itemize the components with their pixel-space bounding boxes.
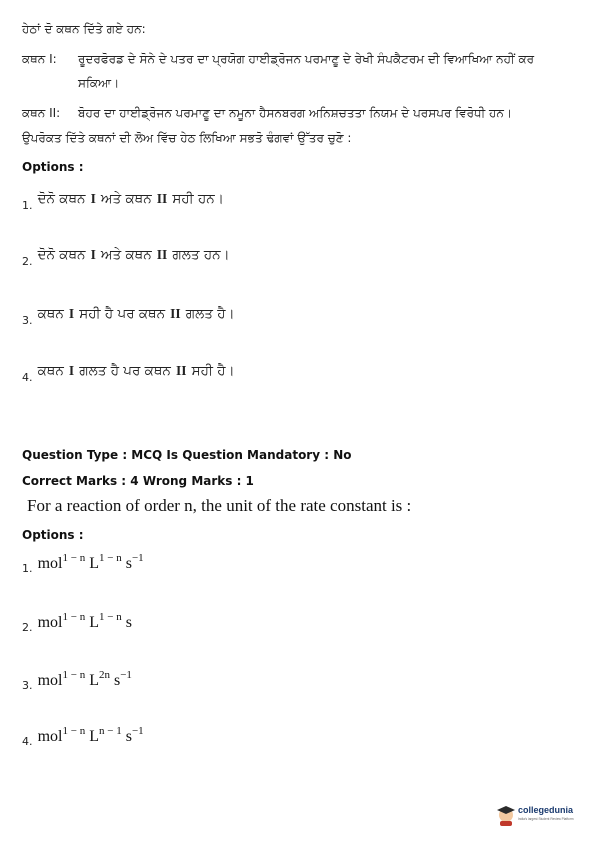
option-text-mid: ਅਤੇ ਕਥਨ xyxy=(100,247,152,263)
exp-s: −1 xyxy=(131,725,144,737)
unit-l: L xyxy=(89,614,99,632)
option-text-post: ਸਹੀ ਹੈ। xyxy=(191,363,235,379)
q1-option-4[interactable] xyxy=(22,360,235,384)
unit-mol: mol xyxy=(37,672,63,690)
exp-s: −1 xyxy=(120,669,132,681)
q1-option-2[interactable] xyxy=(22,244,230,268)
exp-s: −1 xyxy=(131,552,144,564)
option-text-pre: ਦੋਨੋ ਕਥਨ xyxy=(37,247,86,263)
q1-instruction: ਉਪਰੋਕਤ ਦਿੱਤੇ ਕਥਨਾਂ ਦੀ ਲੋਅ ਵਿੱਚ ਹੇਠ ਲਿਖਿਆ ਸਭਤੋ ਢੰਗਵਾਂ ਉੱਤਰ ਚੁਣੋ : xyxy=(22,131,352,145)
exp-mol: 1 − n xyxy=(62,669,86,681)
option-roman-1: I xyxy=(68,306,75,321)
q2-options-label: Options : xyxy=(22,528,84,542)
option-text-pre: ਦੋਨੋ ਕਥਨ xyxy=(37,191,86,207)
q2-option-3[interactable] xyxy=(22,669,132,693)
option-roman-2: II xyxy=(156,247,168,262)
option-text-post: ਗਲਤ ਹਨ। xyxy=(172,247,230,263)
unit-mol: mol xyxy=(37,614,63,632)
option-text-mid: ਸਹੀ ਹੈ ਪਰ ਕਥਨ xyxy=(79,306,166,322)
option-text-post: ਸਹੀ ਹਨ। xyxy=(172,191,224,207)
option-roman-2: II xyxy=(170,306,181,321)
q1-statement2-text: ਬੋਹਰ ਦਾ ਹਾਈਡ੍ਰੋਜਨ ਪਰਮਾਣੂ ਦਾ ਨਮੂਨਾ ਹੈਸਨਬਰਗ ਅਨਿਸ਼ਚਤਤਾ ਨਿਯਮ ਦੇ ਪਰਸਪਰ ਵਿਰੋਧੀ ਹਨ। xyxy=(78,106,512,120)
option-roman-1: I xyxy=(90,247,96,262)
unit-l: L xyxy=(89,555,99,573)
option-formula xyxy=(37,611,132,632)
unit-s: s xyxy=(125,728,132,746)
q1-intro: ਹੇਠਾਂ ਦੋ ਕਥਨ ਦਿੱਤੇ ਗਏ ਹਨ: xyxy=(22,22,146,36)
exp-l: 2n xyxy=(98,669,110,681)
option-text-mid: ਗਲਤ ਹੈ ਪਰ ਕਥਨ xyxy=(79,363,171,379)
option-text-mid: ਅਤੇ ਕਥਨ xyxy=(100,191,152,207)
q1-statement2-label: ਕਥਨ II: xyxy=(22,106,61,120)
q2-type-line: Question Type : MCQ Is Question Mandatory : No xyxy=(22,448,352,462)
unit-mol: mol xyxy=(37,555,63,573)
exp-mol: 1 − n xyxy=(62,725,86,737)
option-formula xyxy=(37,725,144,746)
option-number: 1. xyxy=(22,199,33,212)
q1-statement1-line1: ਰੂਦਰਫੋਰਡ ਦੇ ਸੋਨੇ ਦੇ ਪਤਰ ਦਾ ਪ੍ਰਯੋਗ ਹਾਈਡ੍ਰੋਜਨ ਪਰਮਾਣੂ ਦੇ ਰੇਖੀ ਸੰਪਕੈਟਰਮ ਦੀ ਵਿਆਖਿਆ ਨਹੀਂ ਕਰ xyxy=(78,52,535,66)
q1-statement1-label: ਕਥਨ I: xyxy=(22,52,57,66)
unit-mol: mol xyxy=(37,728,63,746)
exp-mol: 1 − n xyxy=(62,611,86,623)
option-text-pre: ਕਥਨ xyxy=(37,363,64,379)
q2-marks-line: Correct Marks : 4 Wrong Marks : 1 xyxy=(22,474,254,488)
q2-option-4[interactable] xyxy=(22,725,144,749)
option-number: 3. xyxy=(22,314,33,327)
option-text-pre: ਕਥਨ xyxy=(37,306,64,322)
q2-question: For a reaction of order n, the unit of the rate constant is : xyxy=(27,496,412,515)
q1-options-label: Options : xyxy=(22,160,84,174)
option-number: 4. xyxy=(22,735,33,749)
option-number: 3. xyxy=(22,679,33,693)
unit-s: s xyxy=(113,672,121,690)
option-formula xyxy=(37,669,132,690)
unit-l: L xyxy=(89,672,99,690)
q2-option-1[interactable] xyxy=(22,552,144,576)
q2-option-2[interactable] xyxy=(22,611,132,635)
option-text-post: ਗਲਤ ਹੈ। xyxy=(185,306,235,322)
exp-l: n − 1 xyxy=(98,725,122,737)
option-number: 1. xyxy=(22,562,33,576)
unit-l: L xyxy=(89,728,99,746)
option-formula xyxy=(37,552,144,573)
option-number: 2. xyxy=(22,621,33,635)
unit-s: s xyxy=(125,614,132,632)
logo-wordmark: collegedunia xyxy=(518,805,574,815)
exp-l: 1 − n xyxy=(98,552,122,564)
collegedunia-logo xyxy=(494,800,588,828)
option-number: 2. xyxy=(22,255,33,268)
option-roman-2: II xyxy=(175,363,187,378)
logo-tagline: India's largest Student Review Platform xyxy=(518,817,574,821)
unit-s: s xyxy=(125,555,132,573)
exp-l: 1 − n xyxy=(98,611,122,623)
option-roman-2: II xyxy=(156,191,168,206)
q1-option-3[interactable] xyxy=(22,303,235,327)
q1-statement1-line2: ਸਕਿਆ। xyxy=(78,76,120,90)
q1-option-1[interactable] xyxy=(22,188,224,212)
exp-mol: 1 − n xyxy=(62,552,86,564)
option-roman-1: I xyxy=(90,191,96,206)
option-roman-1: I xyxy=(68,363,75,378)
option-number: 4. xyxy=(22,371,33,384)
